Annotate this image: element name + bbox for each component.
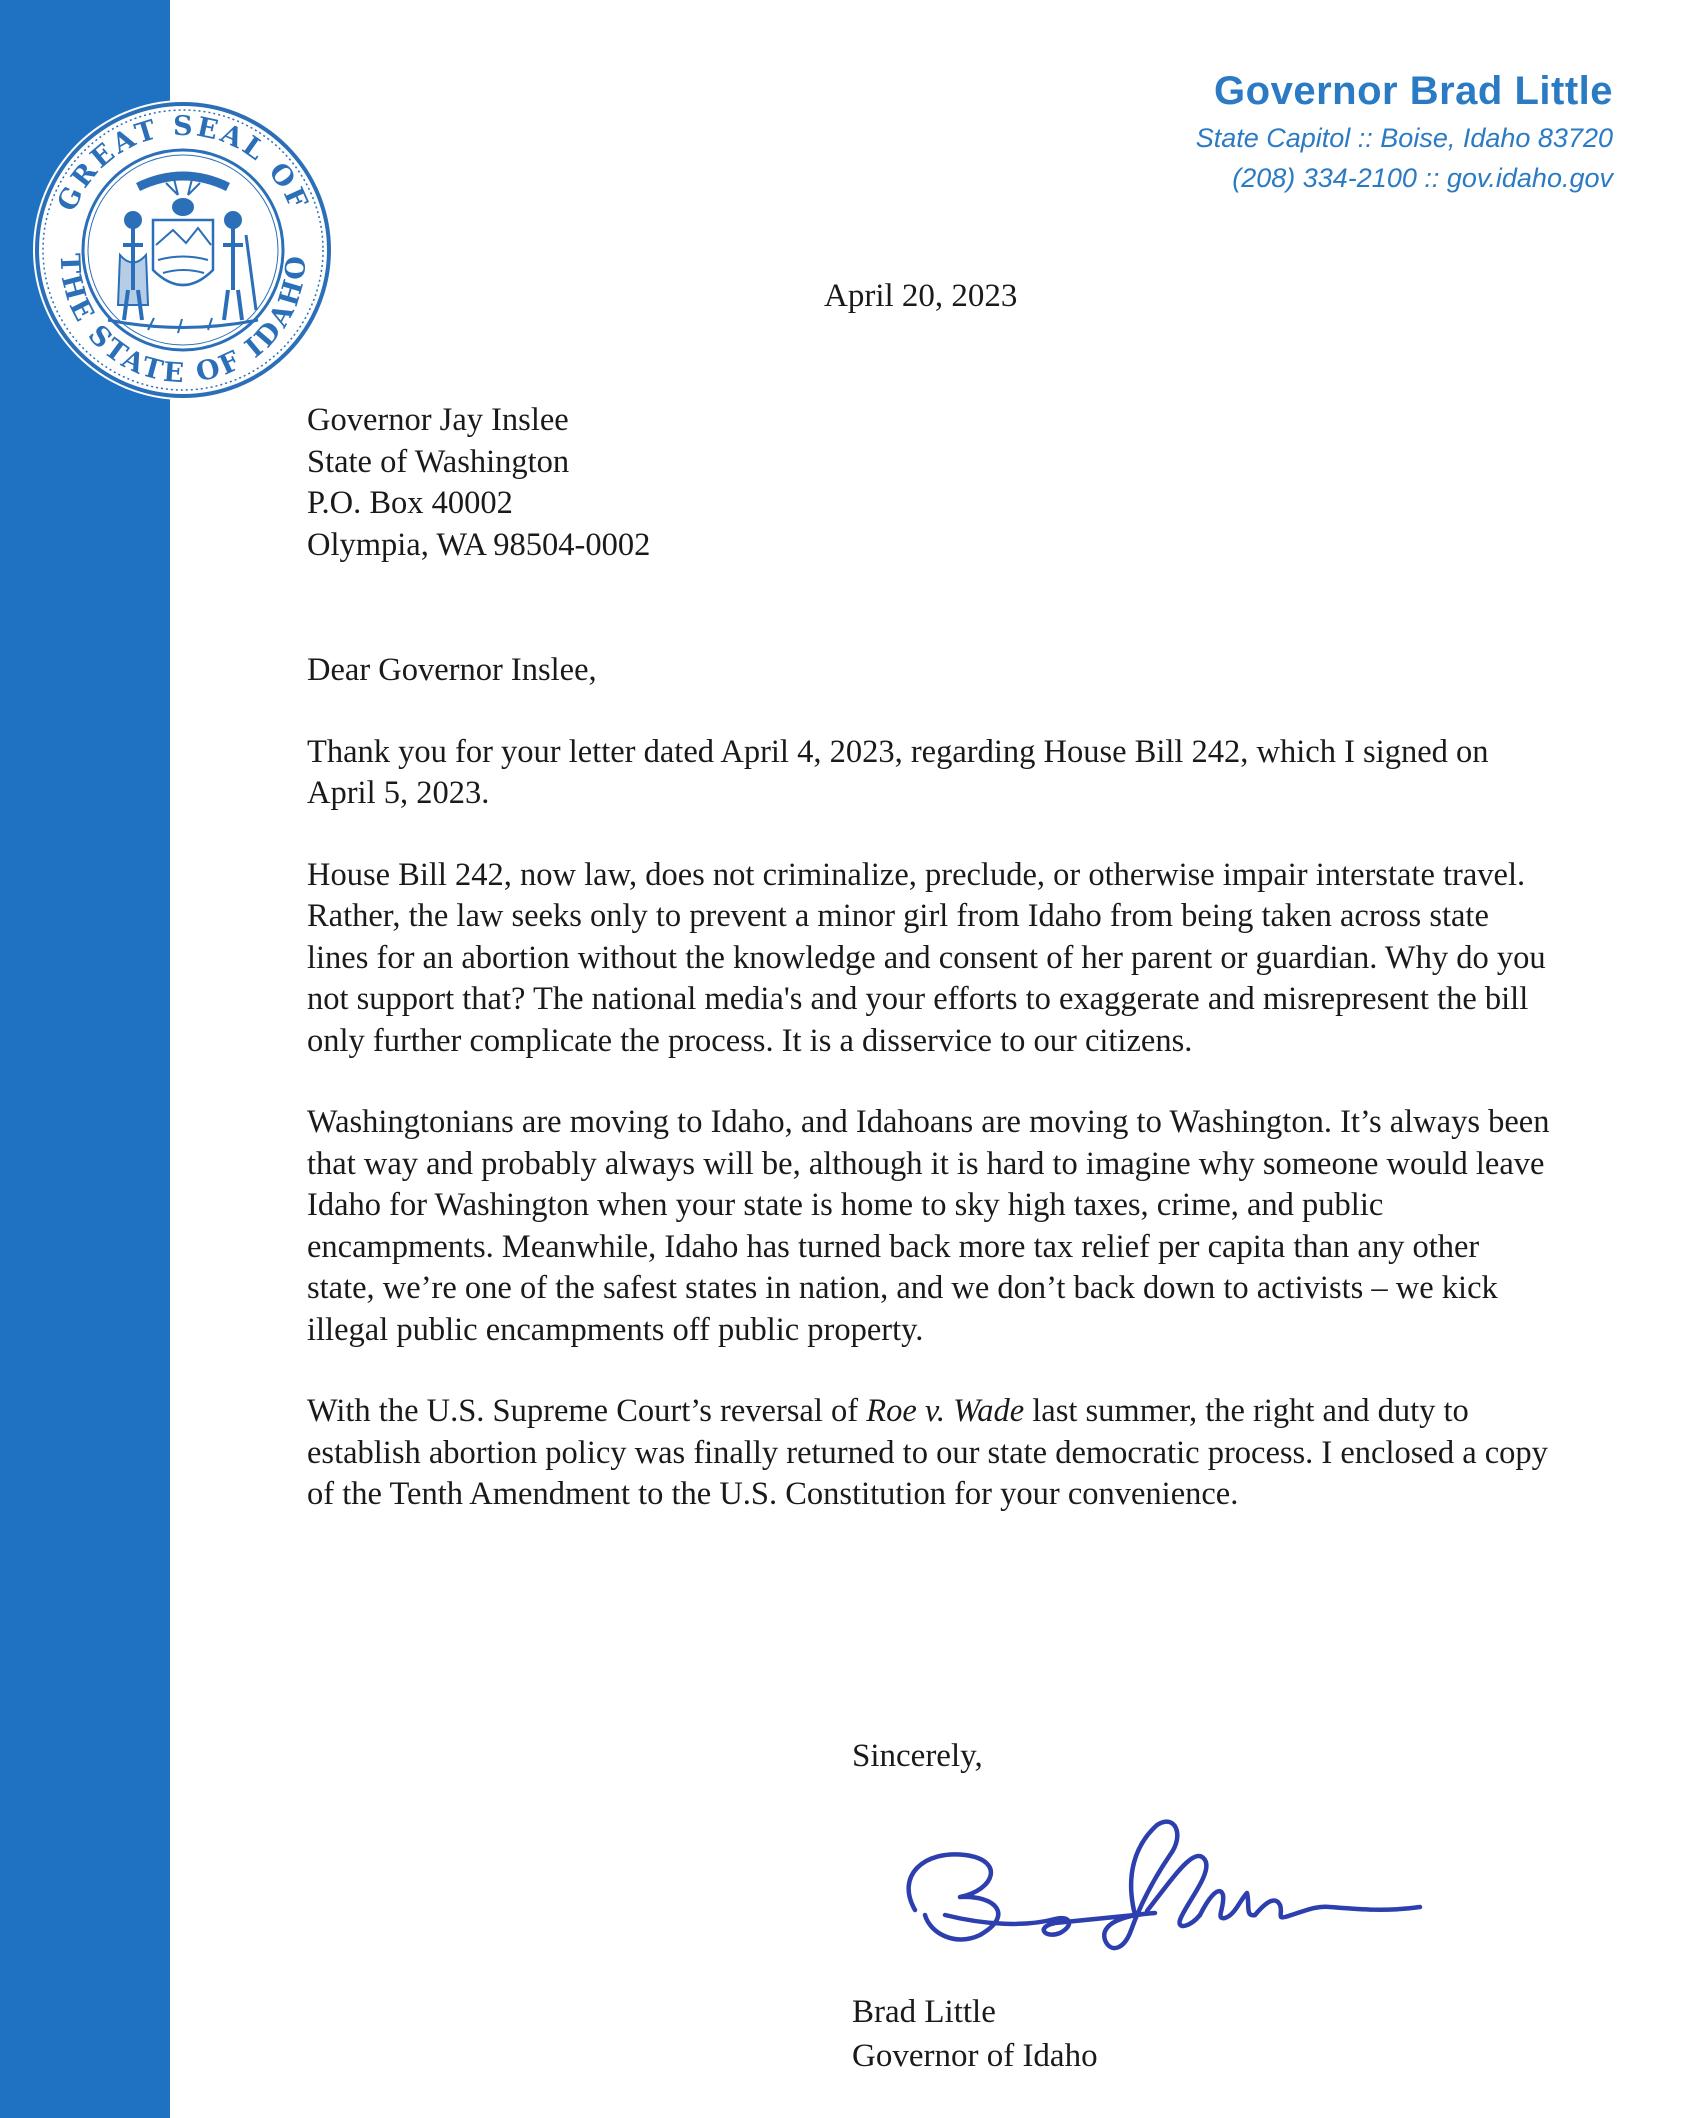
- recipient-line: P.O. Box 40002: [307, 485, 513, 521]
- paragraph-1: Thank you for your letter dated April 4, 2023, regarding House Bill 242, which I signed on April 5, 2023.: [307, 733, 1489, 811]
- recipient-line: State of Washington: [307, 443, 570, 480]
- letterhead-governor-name: Governor Brad Little: [1214, 69, 1613, 113]
- paragraph-4-text: last summer, the right and duty to establish abortion policy was finally returned to our state democratic process. I enclosed a copy of the Tenth Amendment to the U.S. Constitution for your convenience.: [307, 1393, 1548, 1512]
- case-name: Roe v. Wade: [866, 1393, 1025, 1429]
- paragraph-3: Washingtonians are moving to Idaho, and Idahoans are moving to Washington. It’s always been that way and probably always will be, although it is hard to imagine why someone would leave Idaho for Washington when your state is home to sky high taxes, crime, and public encampments. Meanwhile, Idaho has turned back more tax relief per capita than any other state, we’re one of the safest states in nation, and we don’t back down to activists – we kick illegal public encampments off public property.: [307, 1104, 1550, 1348]
- letterhead-address-line: State Capitol :: Boise, Idaho 83720: [1195, 123, 1613, 153]
- recipient-line: Governor Jay Inslee: [307, 402, 569, 438]
- paragraph-4-text: With the U.S. Supreme Court’s reversal of: [307, 1393, 867, 1429]
- handwritten-signature-icon: [885, 1815, 1425, 1965]
- letterhead: [1196, 66, 1613, 196]
- seal-top-text: GREAT SEAL OF: [51, 110, 315, 216]
- letterhead-contact-line: (208) 334-2100 :: gov.idaho.gov: [1232, 163, 1613, 193]
- seal-bottom-text: THE STATE OF IDAHO: [53, 252, 313, 390]
- signer-block: [852, 1990, 1098, 2078]
- signer-title: Governor of Idaho: [852, 2038, 1098, 2074]
- paragraph-4: [307, 1391, 1552, 1516]
- recipient-address: [307, 400, 1552, 566]
- closing: Sincerely,: [852, 1738, 983, 1774]
- letter-date: April 20, 2023: [824, 278, 1018, 314]
- signer-name: Brad Little: [852, 1994, 996, 2030]
- salutation: Dear Governor Inslee,: [307, 652, 597, 688]
- paragraph-2: House Bill 242, now law, does not criminalize, preclude, or otherwise impair interstate travel. Rather, the law seeks only to prevent a minor girl from Idaho from being taken across state lines for an abortion without the knowledge and consent of her parent or guardian. Why do you not support that? The national media's and your efforts to exaggerate and misrepresent the bill only further complicate the process. It is a disservice to our citizens.: [307, 856, 1546, 1059]
- great-seal-of-idaho-icon: [28, 95, 338, 405]
- recipient-line: Olympia, WA 98504-0002: [307, 526, 651, 563]
- letter-body: [307, 400, 1552, 1556]
